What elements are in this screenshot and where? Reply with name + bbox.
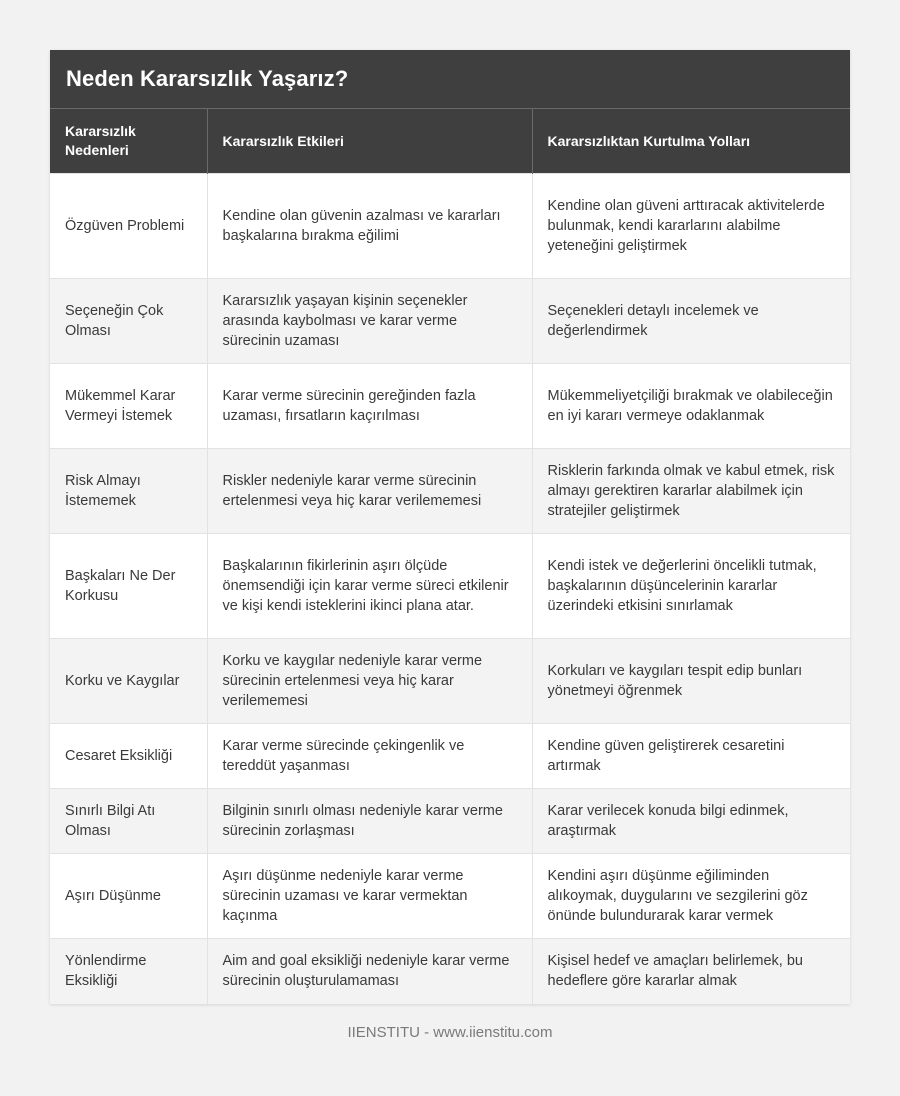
title-bar (50, 50, 850, 109)
cause-cell: Yönlendirme Eksikliği (50, 939, 207, 1004)
table-card (50, 50, 850, 1004)
table-row (50, 534, 850, 639)
solution-cell: Kendini aşırı düşünme eğiliminden alıkoymak, duygularını ve sezgilerini göz önünde bulundurarak karar vermek (532, 854, 850, 939)
cause-cell: Sınırlı Bilgi Atı Olması (50, 789, 207, 854)
effect-cell: Kararsızlık yaşayan kişinin seçenekler arasında kaybolması ve karar verme sürecinin uzaması (207, 279, 532, 364)
column-header-solutions: Kararsızlıktan Kurtulma Yolları (532, 109, 850, 174)
cause-cell: Seçeneğin Çok Olması (50, 279, 207, 364)
effect-cell: Aşırı düşünme nedeniyle karar verme sürecinin uzaması ve karar vermektan kaçınma (207, 854, 532, 939)
table-row (50, 279, 850, 364)
cause-cell: Başkaları Ne Der Korkusu (50, 534, 207, 639)
column-header-effects: Kararsızlık Etkileri (207, 109, 532, 174)
table-row (50, 364, 850, 449)
solution-cell: Risklerin farkında olmak ve kabul etmek, risk almayı gerektiren kararlar alabilmek için stratejiler geliştirmek (532, 449, 850, 534)
column-header-causes: Kararsızlık Nedenleri (50, 109, 207, 174)
solution-cell: Korkuları ve kaygıları tespit edip bunları yönetmeyi öğrenmek (532, 639, 850, 724)
solution-cell: Kişisel hedef ve amaçları belirlemek, bu hedeflere göre kararlar almak (532, 939, 850, 1004)
cause-cell: Aşırı Düşünme (50, 854, 207, 939)
table-row (50, 724, 850, 789)
table-row (50, 939, 850, 1004)
effect-cell: Korku ve kaygılar nedeniyle karar verme sürecinin ertelenmesi veya hiç karar verilememesi (207, 639, 532, 724)
table-row (50, 639, 850, 724)
table-row (50, 449, 850, 534)
solution-cell: Kendi istek ve değerlerini öncelikli tutmak, başkalarının düşüncelerinin kararlar üzerindeki etkisini sınırlamak (532, 534, 850, 639)
effect-cell: Aim and goal eksikliği nedeniyle karar verme sürecinin oluşturulamaması (207, 939, 532, 1004)
effect-cell: Karar verme sürecinin gereğinden fazla uzaması, fırsatların kaçırılması (207, 364, 532, 449)
table-row (50, 174, 850, 279)
data-table (50, 109, 850, 1004)
cause-cell: Mükemmel Karar Vermeyi İstemek (50, 364, 207, 449)
cause-cell: Özgüven Problemi (50, 174, 207, 279)
solution-cell: Mükemmeliyetçiliği bırakmak ve olabileceğin en iyi kararı vermeye odaklanmak (532, 364, 850, 449)
table-row (50, 854, 850, 939)
table-row (50, 789, 850, 854)
effect-cell: Kendine olan güvenin azalması ve kararları başkalarına bırakma eğilimi (207, 174, 532, 279)
footer-credit: IIENSTITU - www.iienstitu.com (347, 1024, 553, 1041)
solution-cell: Karar verilecek konuda bilgi edinmek, araştırmak (532, 789, 850, 854)
effect-cell: Başkalarının fikirlerinin aşırı ölçüde önemsendiği için karar verme süreci etkilenir ve kişi kendi isteklerini ikinci plana atar. (207, 534, 532, 639)
solution-cell: Kendine güven geliştirerek cesaretini artırmak (532, 724, 850, 789)
page-title: Neden Kararsızlık Yaşarız? (66, 66, 349, 91)
effect-cell: Karar verme sürecinde çekingenlik ve tereddüt yaşanması (207, 724, 532, 789)
header-row (50, 109, 850, 174)
solution-cell: Seçenekleri detaylı incelemek ve değerlendirmek (532, 279, 850, 364)
effect-cell: Riskler nedeniyle karar verme sürecinin ertelenmesi veya hiç karar verilememesi (207, 449, 532, 534)
cause-cell: Cesaret Eksikliği (50, 724, 207, 789)
solution-cell: Kendine olan güveni arttıracak aktivitelerde bulunmak, kendi kararlarını alabilme yeteneğini geliştirmek (532, 174, 850, 279)
cause-cell: Risk Almayı İstememek (50, 449, 207, 534)
effect-cell: Bilginin sınırlı olması nedeniyle karar verme sürecinin zorlaşması (207, 789, 532, 854)
cause-cell: Korku ve Kaygılar (50, 639, 207, 724)
